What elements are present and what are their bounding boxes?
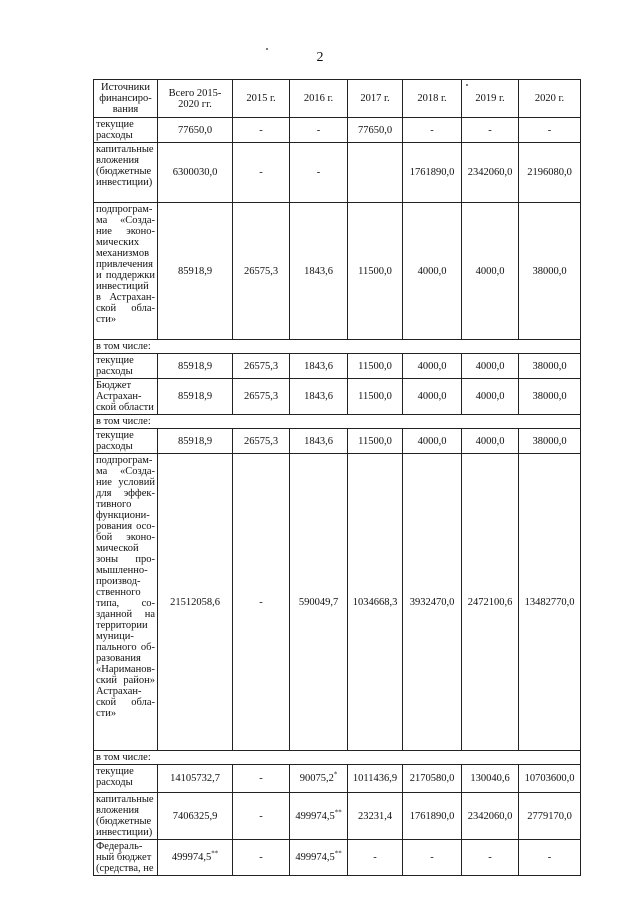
value-cell: [233, 429, 290, 454]
value-cell: [462, 793, 519, 840]
value-cell: [403, 379, 462, 415]
value-text: 4000,0: [417, 265, 447, 277]
value-cell: [519, 840, 581, 876]
value-cell: [290, 203, 348, 340]
value-text: 4000,0: [475, 360, 505, 372]
table-row: [94, 379, 581, 415]
value-text: 4000,0: [417, 360, 447, 372]
value-text: 11500,0: [358, 435, 392, 447]
page-number: 2: [316, 50, 324, 65]
value-cell: [158, 793, 233, 840]
value-cell: [403, 143, 462, 203]
value-cell: [348, 840, 403, 876]
value-cell: [290, 354, 348, 379]
source-cell: текущие расходы: [94, 354, 158, 379]
value-cell: [348, 354, 403, 379]
value-text: -: [488, 852, 492, 863]
value-cell: [158, 429, 233, 454]
value-text: 2779170,0: [527, 810, 572, 822]
value-cell: [290, 429, 348, 454]
scan-speck: [466, 84, 468, 86]
value-text: 2342060,0: [467, 167, 513, 178]
value-cell: [403, 429, 462, 454]
table-row: [94, 765, 581, 793]
footnote-mark: **: [211, 849, 219, 858]
value-text: 590049,7: [298, 596, 339, 608]
value-text: -: [259, 596, 263, 608]
value-cell: [348, 454, 403, 751]
value-text: 85918,9: [177, 265, 213, 277]
value-cell: [158, 454, 233, 751]
source-cell: капитальные вложения (бюджетные инвестиции): [94, 143, 158, 203]
table-row: [94, 118, 581, 143]
value-text: 1843,6: [304, 360, 333, 372]
value-cell: [158, 765, 233, 793]
financing-table: [93, 79, 581, 876]
value-text: 11500,0: [358, 391, 392, 402]
value-cell: [290, 840, 348, 876]
value-text: 499974,5: [295, 810, 335, 822]
value-text: 4000,0: [475, 435, 505, 447]
value-text: -: [259, 124, 263, 136]
table-row: [94, 143, 581, 203]
value-cell: [233, 793, 290, 840]
header-cell: 2020 г.: [519, 80, 581, 118]
value-text: -: [488, 124, 492, 136]
value-cell: [403, 118, 462, 143]
value-cell: [290, 118, 348, 143]
value-text: 77650,0: [177, 124, 213, 136]
value-cell: [462, 454, 519, 751]
value-text: 90075,2: [299, 773, 334, 784]
value-cell: [462, 840, 519, 876]
value-cell: [290, 765, 348, 793]
value-text: 499974,5: [171, 852, 212, 863]
value-text: 2170580,0: [409, 773, 455, 784]
footnote-mark: *: [333, 770, 338, 779]
value-text: 26575,3: [243, 391, 279, 402]
value-text: 6300030,0: [172, 167, 218, 178]
value-cell: [403, 354, 462, 379]
value-cell: [233, 379, 290, 415]
value-cell: [348, 203, 403, 340]
value-cell: [158, 143, 233, 203]
value-cell: [462, 429, 519, 454]
value-text: 10703600,0: [524, 773, 575, 784]
table-row: [94, 840, 581, 876]
value-text: 2342060,0: [467, 810, 513, 822]
value-cell: [403, 765, 462, 793]
footnote-mark: **: [334, 808, 342, 816]
value-text: -: [373, 852, 377, 863]
header-cell: 2018 г.: [403, 80, 462, 118]
value-cell: [403, 840, 462, 876]
value-cell: [519, 765, 581, 793]
value-text: 14105732,7: [170, 773, 220, 784]
value-cell: [519, 203, 581, 340]
value-text: 1034668,3: [352, 596, 398, 608]
value-text: 11500,0: [358, 360, 392, 372]
value-cell: [519, 354, 581, 379]
value-cell: [348, 118, 403, 143]
value-text: 1761890,0: [409, 810, 455, 822]
value-text: -: [259, 852, 263, 863]
value-cell: [403, 793, 462, 840]
table-row: [94, 454, 581, 751]
value-cell: [233, 118, 290, 143]
value-text: -: [316, 167, 321, 178]
value-cell: [290, 143, 348, 203]
source-cell: капитальные вложения (бюджетные инвестиции): [94, 793, 158, 840]
value-cell: [348, 793, 403, 840]
value-text: -: [430, 124, 434, 136]
value-cell: [233, 840, 290, 876]
value-text: 38000,0: [532, 265, 567, 277]
value-text: 1011436,9: [352, 773, 398, 784]
value-text: 85918,9: [177, 435, 213, 447]
value-text: 1843,6: [304, 435, 333, 447]
value-text: -: [259, 810, 263, 822]
source-cell: подпрограм-ма «Созда-ние эконо-мических механизмов привлечения и поддержки инвестиций в Астрахан-ской обла-сти»: [94, 203, 158, 340]
source-cell: в том числе:: [94, 340, 581, 354]
value-text: -: [259, 167, 263, 178]
source-cell: подпрограм-ма «Созда-ние условий для эффек-тивного функциони-рования осо-бой эконо-мической зоны про-мышленно-производ-ственного типа, со-зданной на территории муници-пального об-разования «Нариманов-ский район» Астрахан-ской обла-сти»: [94, 454, 158, 751]
value-cell: [519, 454, 581, 751]
table-subheading-row: [94, 340, 581, 354]
source-cell: в том числе:: [94, 415, 581, 429]
table-row: [94, 793, 581, 840]
value-cell: [348, 379, 403, 415]
value-text: 2472100,6: [467, 596, 513, 608]
value-text: 1761890,0: [409, 167, 455, 178]
value-text: 4000,0: [417, 391, 447, 402]
source-cell: Бюджет Астрахан-ской области: [94, 379, 158, 415]
header-cell: 2016 г.: [290, 80, 348, 118]
table-row: [94, 203, 581, 340]
table-subheading-row: [94, 415, 581, 429]
value-cell: [233, 203, 290, 340]
table-row: [94, 354, 581, 379]
value-text: -: [547, 124, 552, 136]
value-text: 1843,6: [304, 265, 333, 277]
value-text: 11500,0: [358, 265, 392, 277]
value-cell: [233, 454, 290, 751]
header-cell: Всего 2015-2020 гг.: [158, 80, 233, 118]
value-cell: [158, 118, 233, 143]
value-text: 3932470,0: [409, 596, 455, 608]
value-text: 4000,0: [475, 391, 505, 402]
source-cell: текущие расходы: [94, 765, 158, 793]
header-cell: 2017 г.: [348, 80, 403, 118]
value-text: 38000,0: [532, 435, 567, 447]
value-cell: [348, 429, 403, 454]
value-cell: [519, 793, 581, 840]
value-text: 4000,0: [417, 435, 447, 447]
table-header-row: [94, 80, 581, 118]
header-cell: Источники финансиро-вания: [94, 80, 158, 118]
value-text: 7406325,9: [172, 810, 218, 822]
value-cell: [290, 454, 348, 751]
value-text: 499974,5: [295, 852, 335, 863]
value-cell: [519, 118, 581, 143]
value-text: 26575,3: [243, 265, 279, 277]
value-text: 85918,9: [177, 391, 213, 402]
value-cell: [290, 793, 348, 840]
value-text: 2196080,0: [527, 167, 572, 178]
value-cell: [462, 118, 519, 143]
value-cell: [290, 379, 348, 415]
value-cell: [233, 765, 290, 793]
value-cell: [233, 143, 290, 203]
value-text: -: [547, 852, 552, 863]
value-cell: [158, 379, 233, 415]
source-cell: текущие расходы: [94, 118, 158, 143]
value-text: 23231,4: [357, 810, 393, 822]
value-cell: [158, 840, 233, 876]
value-text: -: [316, 124, 321, 136]
value-text: 38000,0: [532, 391, 567, 402]
value-cell: [462, 143, 519, 203]
value-cell: [403, 203, 462, 340]
value-cell: [158, 203, 233, 340]
value-cell: [233, 354, 290, 379]
value-cell: [462, 765, 519, 793]
table-subheading-row: [94, 751, 581, 765]
table-row: [94, 429, 581, 454]
value-cell: [348, 765, 403, 793]
footnote-mark: **: [334, 849, 342, 858]
value-text: 13482770,0: [524, 596, 575, 608]
value-text: 21512058,6: [170, 596, 220, 608]
value-cell: [158, 354, 233, 379]
scan-speck: [266, 48, 268, 50]
source-cell: Федераль-ный бюджет (средства, не: [94, 840, 158, 876]
value-cell: [462, 379, 519, 415]
value-text: 1843,6: [304, 391, 333, 402]
value-text: 77650,0: [357, 124, 393, 136]
value-cell: [348, 143, 403, 203]
value-cell: [519, 429, 581, 454]
value-text: 38000,0: [532, 360, 567, 372]
value-cell: [519, 379, 581, 415]
source-cell: в том числе:: [94, 751, 581, 765]
value-cell: [519, 143, 581, 203]
value-text: 26575,3: [243, 360, 279, 372]
header-cell: 2019 г.: [462, 80, 519, 118]
value-text: 4000,0: [475, 265, 505, 277]
header-cell: 2015 г.: [233, 80, 290, 118]
value-text: 85918,9: [177, 360, 213, 372]
value-text: -: [259, 773, 263, 784]
value-cell: [403, 454, 462, 751]
source-cell: текущие расходы: [94, 429, 158, 454]
value-cell: [462, 203, 519, 340]
value-text: -: [430, 852, 434, 863]
value-text: 26575,3: [243, 435, 279, 447]
value-cell: [462, 354, 519, 379]
value-text: 130040,6: [470, 773, 510, 784]
